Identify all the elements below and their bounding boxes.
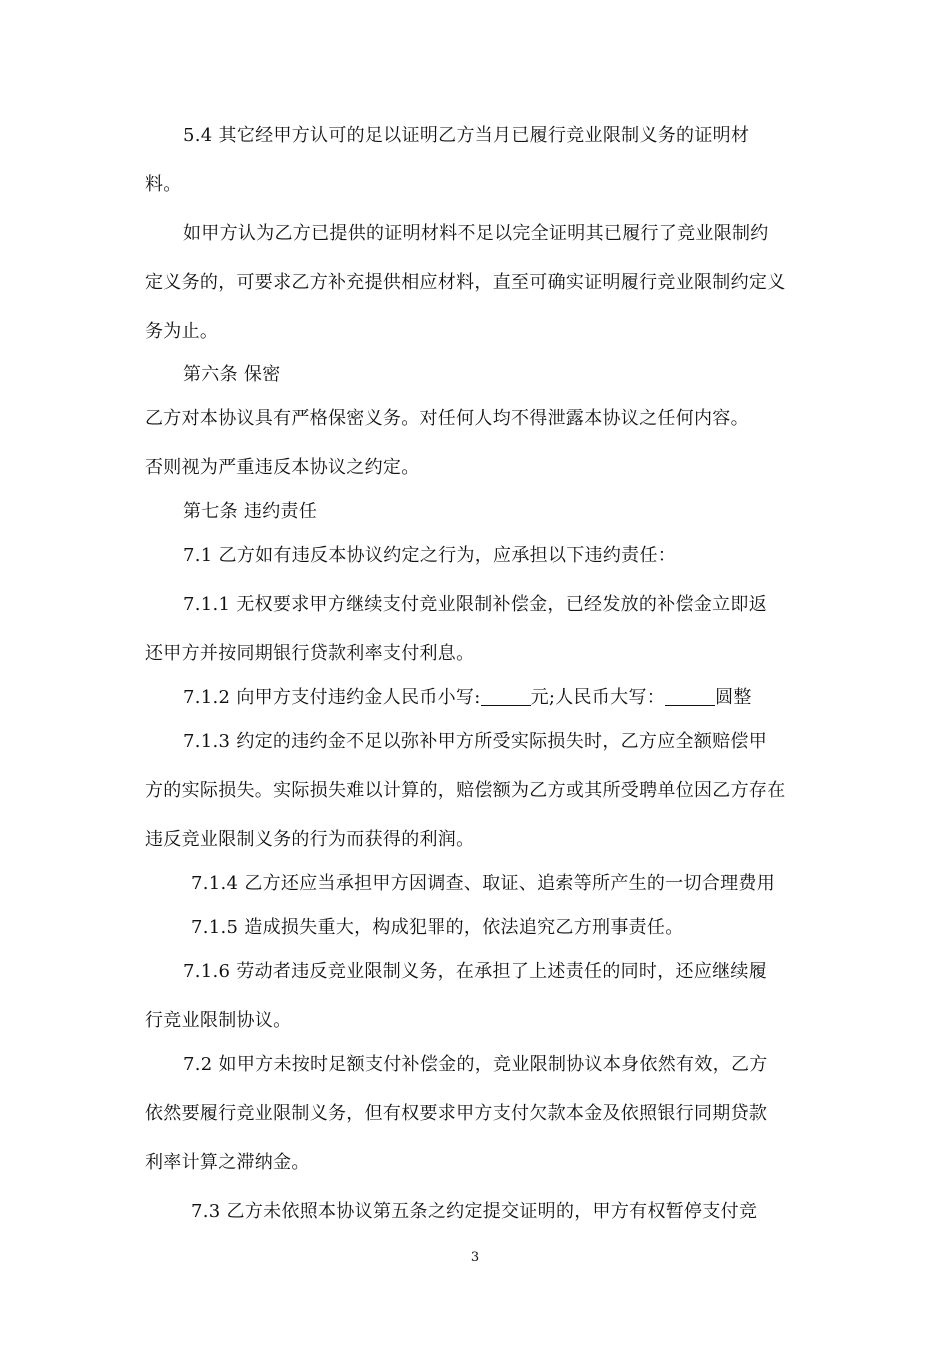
clause-7-1-3-line-3: 违反竞业限制义务的行为而获得的利润。 xyxy=(145,829,475,850)
clause-7-2-line-1: 7.2 如甲方未按时足额支付补偿金的，竞业限制协议本身依然有效，乙方 xyxy=(183,1054,768,1075)
clause-5-4-line-2: 料。 xyxy=(145,174,182,195)
clause-7-1-3-line-1: 7.1.3 约定的违约金不足以弥补甲方所受实际损失时，乙方应全额赔偿甲 xyxy=(183,731,768,752)
clause-7-1-6-line-1: 7.1.6 劳动者违反竞业限制义务，在承担了上述责任的同时，还应继续履 xyxy=(183,961,768,982)
article-6-line-1: 乙方对本协议具有严格保密义务。对任何人均不得泄露本协议之任何内容。 xyxy=(145,408,749,429)
clause-7-1-5: 7.1.5 造成损失重大，构成犯罪的，依法追究乙方刑事责任。 xyxy=(191,917,684,938)
clause-7-1-2-part-3: 圆整 xyxy=(715,687,752,708)
clause-7-1-2-part-1: 7.1.2 向甲方支付违约金人民币小写: xyxy=(183,687,481,708)
clause-7-1-2-part-2: 元;人民币大写： xyxy=(530,687,666,708)
clause-7-1: 7.1 乙方如有违反本协议约定之行为，应承担以下违约责任： xyxy=(183,545,677,566)
clause-7-1-3-line-2: 方的实际损失。实际损失难以计算的，赔偿额为乙方或其所受聘单位因乙方存在 xyxy=(145,780,786,801)
clause-7-1-2 xyxy=(183,686,848,710)
clause-7-3-line-1: 7.3 乙方未依照本协议第五条之约定提交证明的，甲方有权暂停支付竞 xyxy=(191,1201,758,1222)
paragraph-supplement-line-2: 定义务的，可要求乙方补充提供相应材料，直至可确实证明履行竞业限制约定义 xyxy=(145,272,786,293)
paragraph-supplement-line-1: 如甲方认为乙方已提供的证明材料不足以完全证明其已履行了竞业限制约 xyxy=(183,223,769,244)
article-6-heading: 第六条 保密 xyxy=(183,364,281,385)
paragraph-supplement-line-3: 务为止。 xyxy=(145,321,219,342)
amount-uppercase-blank xyxy=(665,687,715,706)
clause-7-1-6-line-2: 行竞业限制协议。 xyxy=(145,1010,292,1031)
clause-7-2-line-2: 依然要履行竞业限制义务，但有权要求甲方支付欠款本金及依照银行同期贷款 xyxy=(145,1103,768,1124)
clause-7-1-1-line-1: 7.1.1 无权要求甲方继续支付竞业限制补偿金，已经发放的补偿金立即返 xyxy=(183,594,768,615)
clause-7-1-1-line-2: 还甲方并按同期银行贷款利率支付利息。 xyxy=(145,643,475,664)
article-7-heading: 第七条 违约责任 xyxy=(183,501,318,522)
clause-5-4-line-1: 5.4 其它经甲方认可的足以证明乙方当月已履行竞业限制义务的证明材 xyxy=(183,125,750,146)
amount-lowercase-blank xyxy=(481,687,531,706)
clause-7-2-line-3: 利率计算之滞纳金。 xyxy=(145,1152,310,1173)
article-6-line-2: 否则视为严重违反本协议之约定。 xyxy=(145,457,420,478)
page-number: 3 xyxy=(470,1250,480,1265)
clause-7-1-4: 7.1.4 乙方还应当承担甲方因调查、取证、追索等所产生的一切合理费用 xyxy=(191,873,776,894)
